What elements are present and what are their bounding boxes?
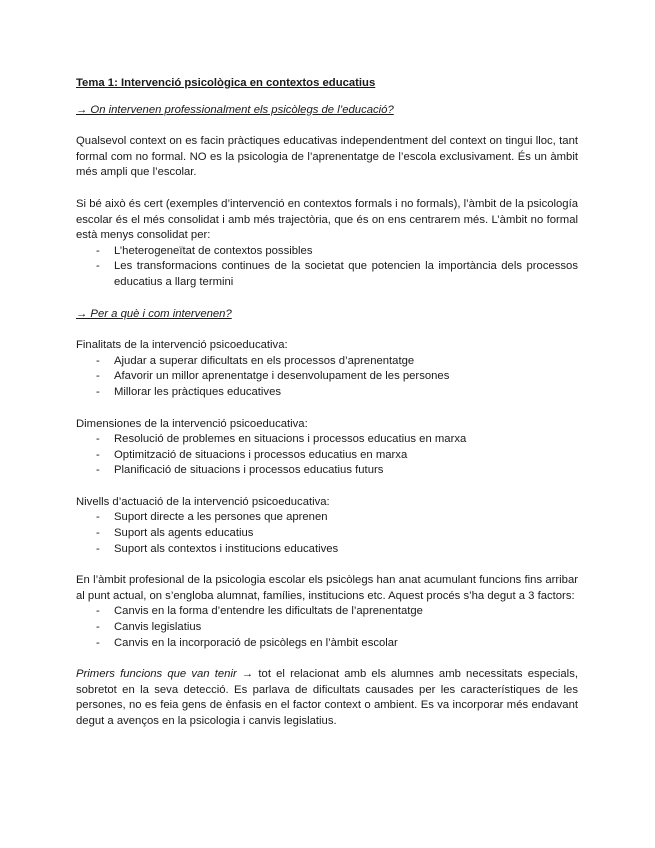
- dash-bullet: -: [96, 354, 100, 367]
- list-item: - Suport directe a les persones que aprenen: [76, 510, 578, 526]
- nonformal-reasons-list: [76, 244, 578, 291]
- nivells-list: [76, 510, 578, 557]
- question-why-how: → Per a què i com intervenen?: [76, 307, 232, 320]
- dash-bullet: -: [96, 511, 100, 524]
- page-title: Tema 1: Intervenció psicològica en contextos educatius: [76, 77, 376, 89]
- paragraph-context: Qualsevol context on es facin pràctiques educativas independentment del context on tingui lloc, tant formal com no formal. NO es la psicologia de l’aprenentatge de l’escola exclusivament. És un àmbit més ampli que l’escolar.: [76, 135, 578, 179]
- dash-bullet: -: [96, 448, 100, 461]
- dash-bullet: -: [96, 636, 100, 649]
- dash-bullet: -: [96, 464, 100, 477]
- list-item: - Canvis legislatius: [76, 620, 578, 636]
- paragraph-scope: Si bé això és cert (exemples d’intervenció en contextos formals i no formals), l’àmbit de la psicología escolar és el més consolidat i amb més trajectòria, que és on ens centrarem més. L’àmbit no formal està menys consolidat per:: [76, 197, 578, 242]
- factors-list: [76, 604, 578, 651]
- question-where: → On intervenen professionalment els psicòlegs de l’educació?: [76, 103, 394, 116]
- finalitats-list: [76, 354, 578, 401]
- dimensions-list: [76, 432, 578, 479]
- dash-bullet: -: [96, 433, 100, 446]
- dash-bullet: -: [96, 385, 100, 398]
- list-item: - Suport als contextos i institucions educatives: [76, 542, 578, 558]
- list-item: - Suport als agents educatius: [76, 526, 578, 542]
- list-item: - Ajudar a superar dificultats en els processos d’aprenentatge: [76, 354, 578, 370]
- list-item: - Canvis en la incorporació de psicòlegs en l’àmbit escolar: [76, 636, 578, 652]
- list-item: - Canvis en la forma d’entendre les dificultats de l’aprenentatge: [76, 604, 578, 620]
- list-item: - Afavorir un millor aprenentatge i desenvolupament de les persones: [76, 369, 578, 385]
- arrow-glyph: →: [241, 668, 254, 681]
- dash-bullet: -: [96, 542, 100, 555]
- paragraph-factors: En l’àmbit profesional de la psicologia escolar els psicòlegs han anat acumulant funcions fins arribar al punt actual, on s’engloba alumnat, famílies, institucions etc. Aquest procés s’ha degut a 3 factors:: [76, 574, 578, 602]
- dimensions-label: Dimensiones de la intervenció psicoeducativa:: [76, 417, 308, 430]
- nivells-label: Nivells d’actuació de la intervenció psicoeducativa:: [76, 495, 330, 508]
- dash-bullet: -: [96, 260, 100, 273]
- list-item: - Optimització de situacions i processos educatius en marxa: [76, 448, 578, 464]
- dash-bullet: -: [96, 527, 100, 540]
- list-item: - Millorar les pràctiques educatives: [76, 385, 578, 401]
- list-item: - Planificació de situacions i processos educatius futurs: [76, 463, 578, 479]
- finalitats-label: Finalitats de la intervenció psicoeducativa:: [76, 339, 288, 352]
- paragraph-first-functions: Primers funcions que van tenir → tot el relacionat amb els alumnes amb necessitats especials, sobretot en la seva detecció. Es parlava de dificultats causades per les característiques de les persones, no es feia gens de ènfasis en el factor context o ambient. Es va incorporar més endavant degut a avenços en la psicologia i canvis legislatius.: [76, 668, 578, 727]
- dash-bullet: -: [96, 621, 100, 634]
- first-functions-lead: Primers funcions que van tenir: [76, 668, 237, 681]
- dash-bullet: -: [96, 244, 100, 257]
- list-item: - Resolució de problemes en situacions i processos educatius en marxa: [76, 432, 578, 448]
- document-page: [76, 76, 578, 746]
- list-item: - L’heterogeneïtat de contextos possibles: [76, 244, 578, 260]
- list-item: - Les transformacions continues de la societat que potencien la importància dels processos educatius a llarg termini: [96, 260, 578, 288]
- dash-bullet: -: [96, 605, 100, 618]
- dash-bullet: -: [96, 370, 100, 383]
